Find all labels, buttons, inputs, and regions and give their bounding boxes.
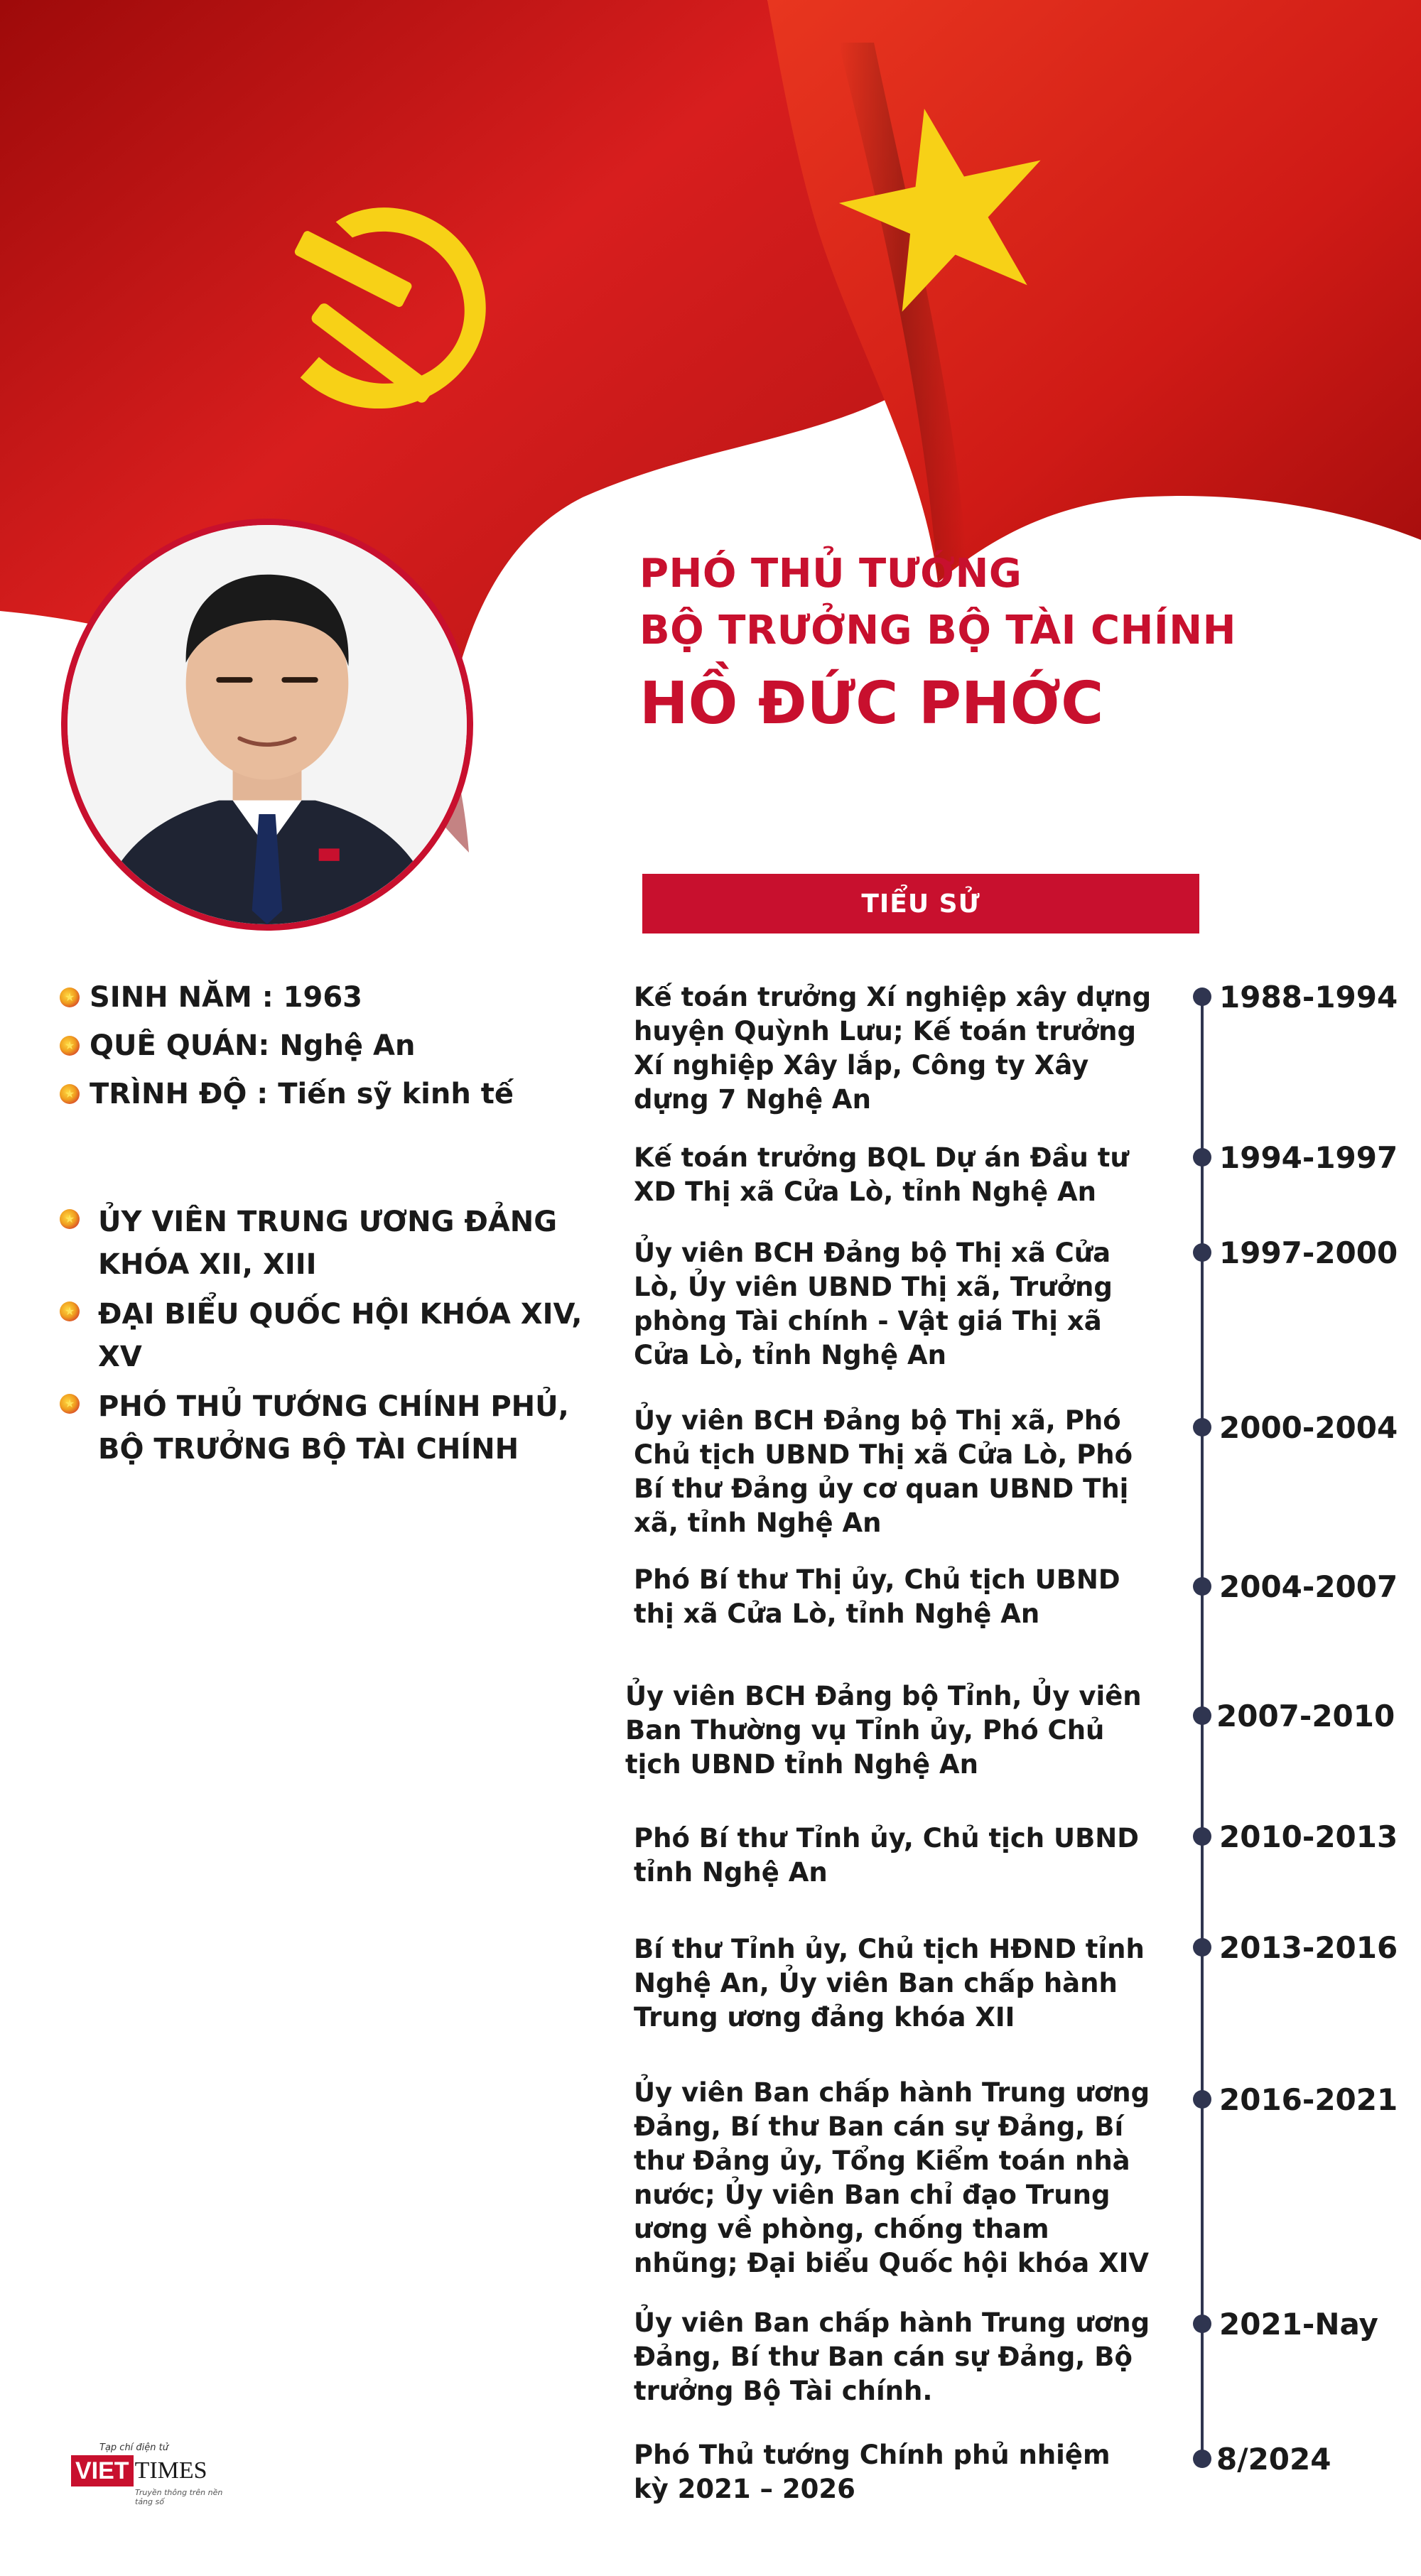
emblem-bullet-icon bbox=[60, 987, 80, 1007]
timeline-dot bbox=[1193, 1148, 1211, 1167]
timeline-dot bbox=[1193, 2450, 1211, 2468]
timeline-entry-text: Kế toán trưởng Xí nghiệp xây dựng huyện Quỳnh Lưu; Kế toán trưởng Xí nghiệp Xây lắp, Công ty Xây dựng 7 Nghệ An bbox=[634, 982, 1152, 1115]
timeline-year: 2010-2013 bbox=[1219, 1819, 1398, 1854]
timeline-entry-text: Ủy viên Ban chấp hành Trung ương Đảng, Bí thư Ban cán sự Đảng, Bộ trưởng Bộ Tài chính. bbox=[634, 2307, 1150, 2406]
role-text: PHÓ THỦ TƯỚNG CHÍNH PHỦ, BỘ TRƯỞNG BỘ TÀI CHÍNH bbox=[98, 1390, 569, 1466]
role-item bbox=[60, 1293, 600, 1378]
timeline-year: 1994-1997 bbox=[1219, 1140, 1398, 1175]
timeline-year: 2021-Nay bbox=[1219, 2307, 1378, 2342]
timeline-dot bbox=[1193, 1706, 1211, 1725]
role-text: ỦY VIÊN TRUNG ƯƠNG ĐẢNG KHÓA XII, XIII bbox=[98, 1206, 558, 1281]
timeline-year: 2000-2004 bbox=[1219, 1410, 1398, 1445]
title-line-2: BỘ TRƯỞNG BỘ TÀI CHÍNH bbox=[639, 607, 1236, 654]
timeline-entry-text: Phó Bí thư Thị ủy, Chủ tịch UBND thị xã Cửa Lò, tỉnh Nghệ An bbox=[634, 1564, 1120, 1629]
timeline-year: 8/2024 bbox=[1216, 2442, 1331, 2477]
timeline-dot bbox=[1193, 1418, 1211, 1436]
person-name: HỒ ĐỨC PHỚC bbox=[639, 670, 1104, 737]
timeline-dot bbox=[1193, 1827, 1211, 1846]
portrait-photo bbox=[61, 519, 473, 931]
timeline-dot bbox=[1193, 987, 1211, 1006]
timeline-year: 1997-2000 bbox=[1219, 1235, 1398, 1270]
timeline-entry-text: Ủy viên Ban chấp hành Trung ương Đảng, Bí thư Ban cán sự Đảng, Bí thư Đảng ủy, Tổng Kiểm toán nhà nước; Ủy viên Ban chỉ đạo Trung ương về phòng, chống tham nhũng; Đại biểu Quốc hội khóa XIV bbox=[634, 2077, 1150, 2278]
logo-brand-times: TIMES bbox=[134, 2457, 207, 2484]
logo-slogan: Truyền thông trên nền tảng số bbox=[135, 2488, 223, 2506]
timeline-year: 2004-2007 bbox=[1219, 1569, 1398, 1604]
timeline-year: 2007-2010 bbox=[1216, 1699, 1395, 1733]
logo-brand-viet: VIET bbox=[71, 2455, 134, 2486]
timeline-entry-text: Bí thư Tỉnh ủy, Chủ tịch HĐND tỉnh Nghệ An, Ủy viên Ban chấp hành Trung ương đảng khóa XII bbox=[634, 1934, 1145, 2033]
timeline-year: 2013-2016 bbox=[1219, 1930, 1398, 1965]
timeline-dot bbox=[1193, 2315, 1211, 2333]
profile-hometown: QUÊ QUÁN: Nghệ An bbox=[90, 1029, 416, 1062]
emblem-bullet-icon bbox=[60, 1036, 80, 1056]
role-item bbox=[60, 1201, 600, 1286]
timeline-entry-text: Ủy viên BCH Đảng bộ Tỉnh, Ủy viên Ban Thường vụ Tỉnh ủy, Phó Chủ tịch UBND tỉnh Nghệ An bbox=[625, 1681, 1142, 1780]
timeline-dot bbox=[1193, 1577, 1211, 1596]
logo-tagline: Tạp chí điện tử bbox=[99, 2442, 168, 2453]
emblem-bullet-icon bbox=[60, 1209, 80, 1229]
portrait-illustration bbox=[67, 525, 467, 924]
title-line-1: PHÓ THỦ TƯỚNG bbox=[639, 551, 1022, 597]
timeline-entry-text: Phó Thủ tướng Chính phủ nhiệm kỳ 2021 – 2026 bbox=[634, 2440, 1111, 2504]
timeline-entry-text: Kế toán trưởng BQL Dự án Đầu tư XD Thị xã Cửa Lò, tỉnh Nghệ An bbox=[634, 1142, 1129, 1207]
emblem-bullet-icon bbox=[60, 1394, 80, 1414]
viettimes-logo bbox=[71, 2442, 242, 2506]
emblem-bullet-icon bbox=[60, 1084, 80, 1104]
timeline-year: 2016-2021 bbox=[1219, 2082, 1398, 2117]
timeline-dot bbox=[1193, 1938, 1211, 1957]
emblem-bullet-icon bbox=[60, 1301, 80, 1321]
headline-block bbox=[639, 546, 1393, 743]
timeline-entry-text: Ủy viên BCH Đảng bộ Thị xã Cửa Lò, Ủy viên UBND Thị xã, Trưởng phòng Tài chính - Vật giá Thị xã Cửa Lò, tỉnh Nghệ An bbox=[634, 1238, 1113, 1370]
profile-row bbox=[60, 1026, 600, 1066]
profile-birth-year: SINH NĂM : 1963 bbox=[90, 981, 362, 1014]
profile-row bbox=[60, 978, 600, 1017]
role-text: ĐẠI BIỂU QUỐC HỘI KHÓA XIV, XV bbox=[98, 1298, 583, 1373]
timeline-dot bbox=[1193, 1243, 1211, 1262]
profile-education: TRÌNH ĐỘ : Tiến sỹ kinh tế bbox=[90, 1078, 514, 1110]
role-item bbox=[60, 1385, 600, 1471]
timeline-year: 1988-1994 bbox=[1219, 980, 1398, 1014]
timeline-entry-text: Ủy viên BCH Đảng bộ Thị xã, Phó Chủ tịch UBND Thị xã Cửa Lò, Phó Bí thư Đảng ủy cơ quan UBND Thị xã, tỉnh Nghệ An bbox=[634, 1405, 1133, 1538]
profile-row bbox=[60, 1074, 600, 1114]
timeline-entry-text: Phó Bí thư Tỉnh ủy, Chủ tịch UBND tỉnh Nghệ An bbox=[634, 1823, 1139, 1888]
current-roles bbox=[60, 1201, 600, 1478]
timeline-dot bbox=[1193, 2090, 1211, 2109]
timeline-axis bbox=[1201, 995, 1204, 2465]
section-title-biography: TIỂU SỬ bbox=[642, 874, 1199, 933]
profile-facts bbox=[60, 978, 600, 1122]
logo-brand bbox=[71, 2455, 242, 2486]
